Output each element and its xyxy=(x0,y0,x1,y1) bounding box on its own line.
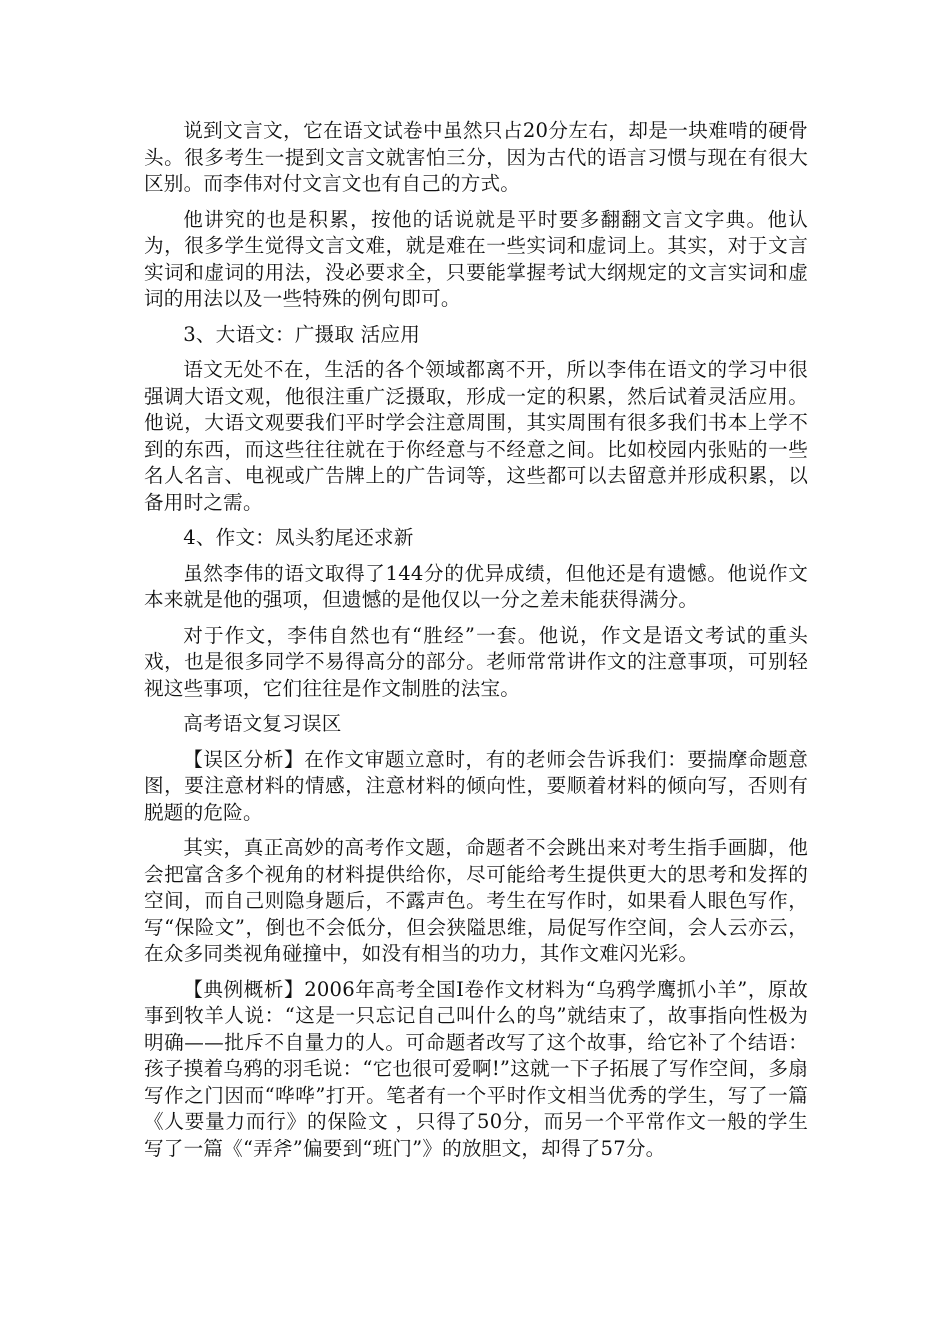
paragraph-score-regret: 虽然李伟的语文取得了144分的优异成绩，但他还是有遗憾。他说作文本来就是他的强项，但遗憾的是他仅以一分之差未能获得满分。 xyxy=(144,561,808,611)
paragraph-accumulation: 他讲究的也是积累，按他的话说就是平时要多翻翻文言文字典。他认为，很多学生觉得文言文难，就是难在一些实词和虚词上。其实，对于文言实词和虚词的用法，没必要求全，只要能掌握考试大纲规定的文言实词和虚词的用法以及一些特殊的例句即可。 xyxy=(144,207,808,310)
paragraph-classical-chinese-intro: 说到文言文，它在语文试卷中虽然只占20分左右，却是一块难啃的硬骨头。很多考生一提到文言文就害怕三分，因为古代的语言习惯与现在有很大区别。而李伟对付文言文也有自己的方式。 xyxy=(144,119,808,195)
section-heading-3: 3、大语文：广摄取 活应用 xyxy=(183,322,421,346)
paragraph-misconception-analysis: 【误区分析】在作文审题立意时，有的老师会告诉我们：要揣摩命题意图，要注意材料的情感，注意材料的倾向性，要顺着材料的倾向写，否则有脱题的危险。 xyxy=(144,747,808,824)
paragraph-typical-example: 【典例概析】2006年高考全国Ⅰ卷作文材料为“乌鸦学鹰抓小羊”，原故事到牧羊人说：“这是一只忘记自己叫什么的鸟”就结束了，故事指向性极为明确——批斥不自量力的人。可命题者改写了这个故事，给它补了个结语：孩子摸着乌鸦的羽毛说：“它也很可爱啊!”这就一下子拓展了写作空间，多扇写作之门因而“哗哗”打开。笔者有一个平时作文相当优秀的学生，写了一篇《人要量力而行》的保险文 ，只得了50分，而另一个平常作文一般的学生写了一篇《“弄斧”偏要到“班门”》的放胆文，却得了57分。 xyxy=(144,977,808,1160)
document-body xyxy=(144,118,808,1171)
paragraph-real-exam-topics: 其实，真正高妙的高考作文题，命题者不会跳出来对考生指手画脚，他会把富含多个视角的材料提供给你，尽可能给考生提供更大的思考和发挥的空间，而自己则隐身题后，不露声色。考生在写作时，如果看人眼色写作，写“保险文”，倒也不会低分，但会狭隘思维，局促写作空间，会人云亦云，在众多同类视角碰撞中，如没有相当的功力，其作文难闪光彩。 xyxy=(144,836,808,965)
paragraph-essay-tips: 对于作文，李伟自然也有“胜经”一套。他说，作文是语文考试的重头戏，也是很多同学不易得高分的部分。老师常常讲作文的注意事项，可别轻视这些事项，它们往往是作文制胜的法宝。 xyxy=(144,623,808,700)
paragraph-broad-chinese: 语文无处不在，生活的各个领域都离不开，所以李伟在语文的学习中很强调大语文观，他很注重广泛摄取，形成一定的积累，然后试着灵活应用。他说，大语文观要我们平时学会注意周围，其实周围有很多我们书本上学不到的东西，而这些往往就在于你经意与不经意之间。比如校园内张贴的一些名人名言、电视或广告牌上的广告词等，这些都可以去留意并形成积累，以备用时之需。 xyxy=(144,358,808,514)
section-heading-misconceptions: 高考语文复习误区 xyxy=(183,712,342,735)
section-heading-4: 4、作文：凤头豹尾还求新 xyxy=(183,526,414,549)
